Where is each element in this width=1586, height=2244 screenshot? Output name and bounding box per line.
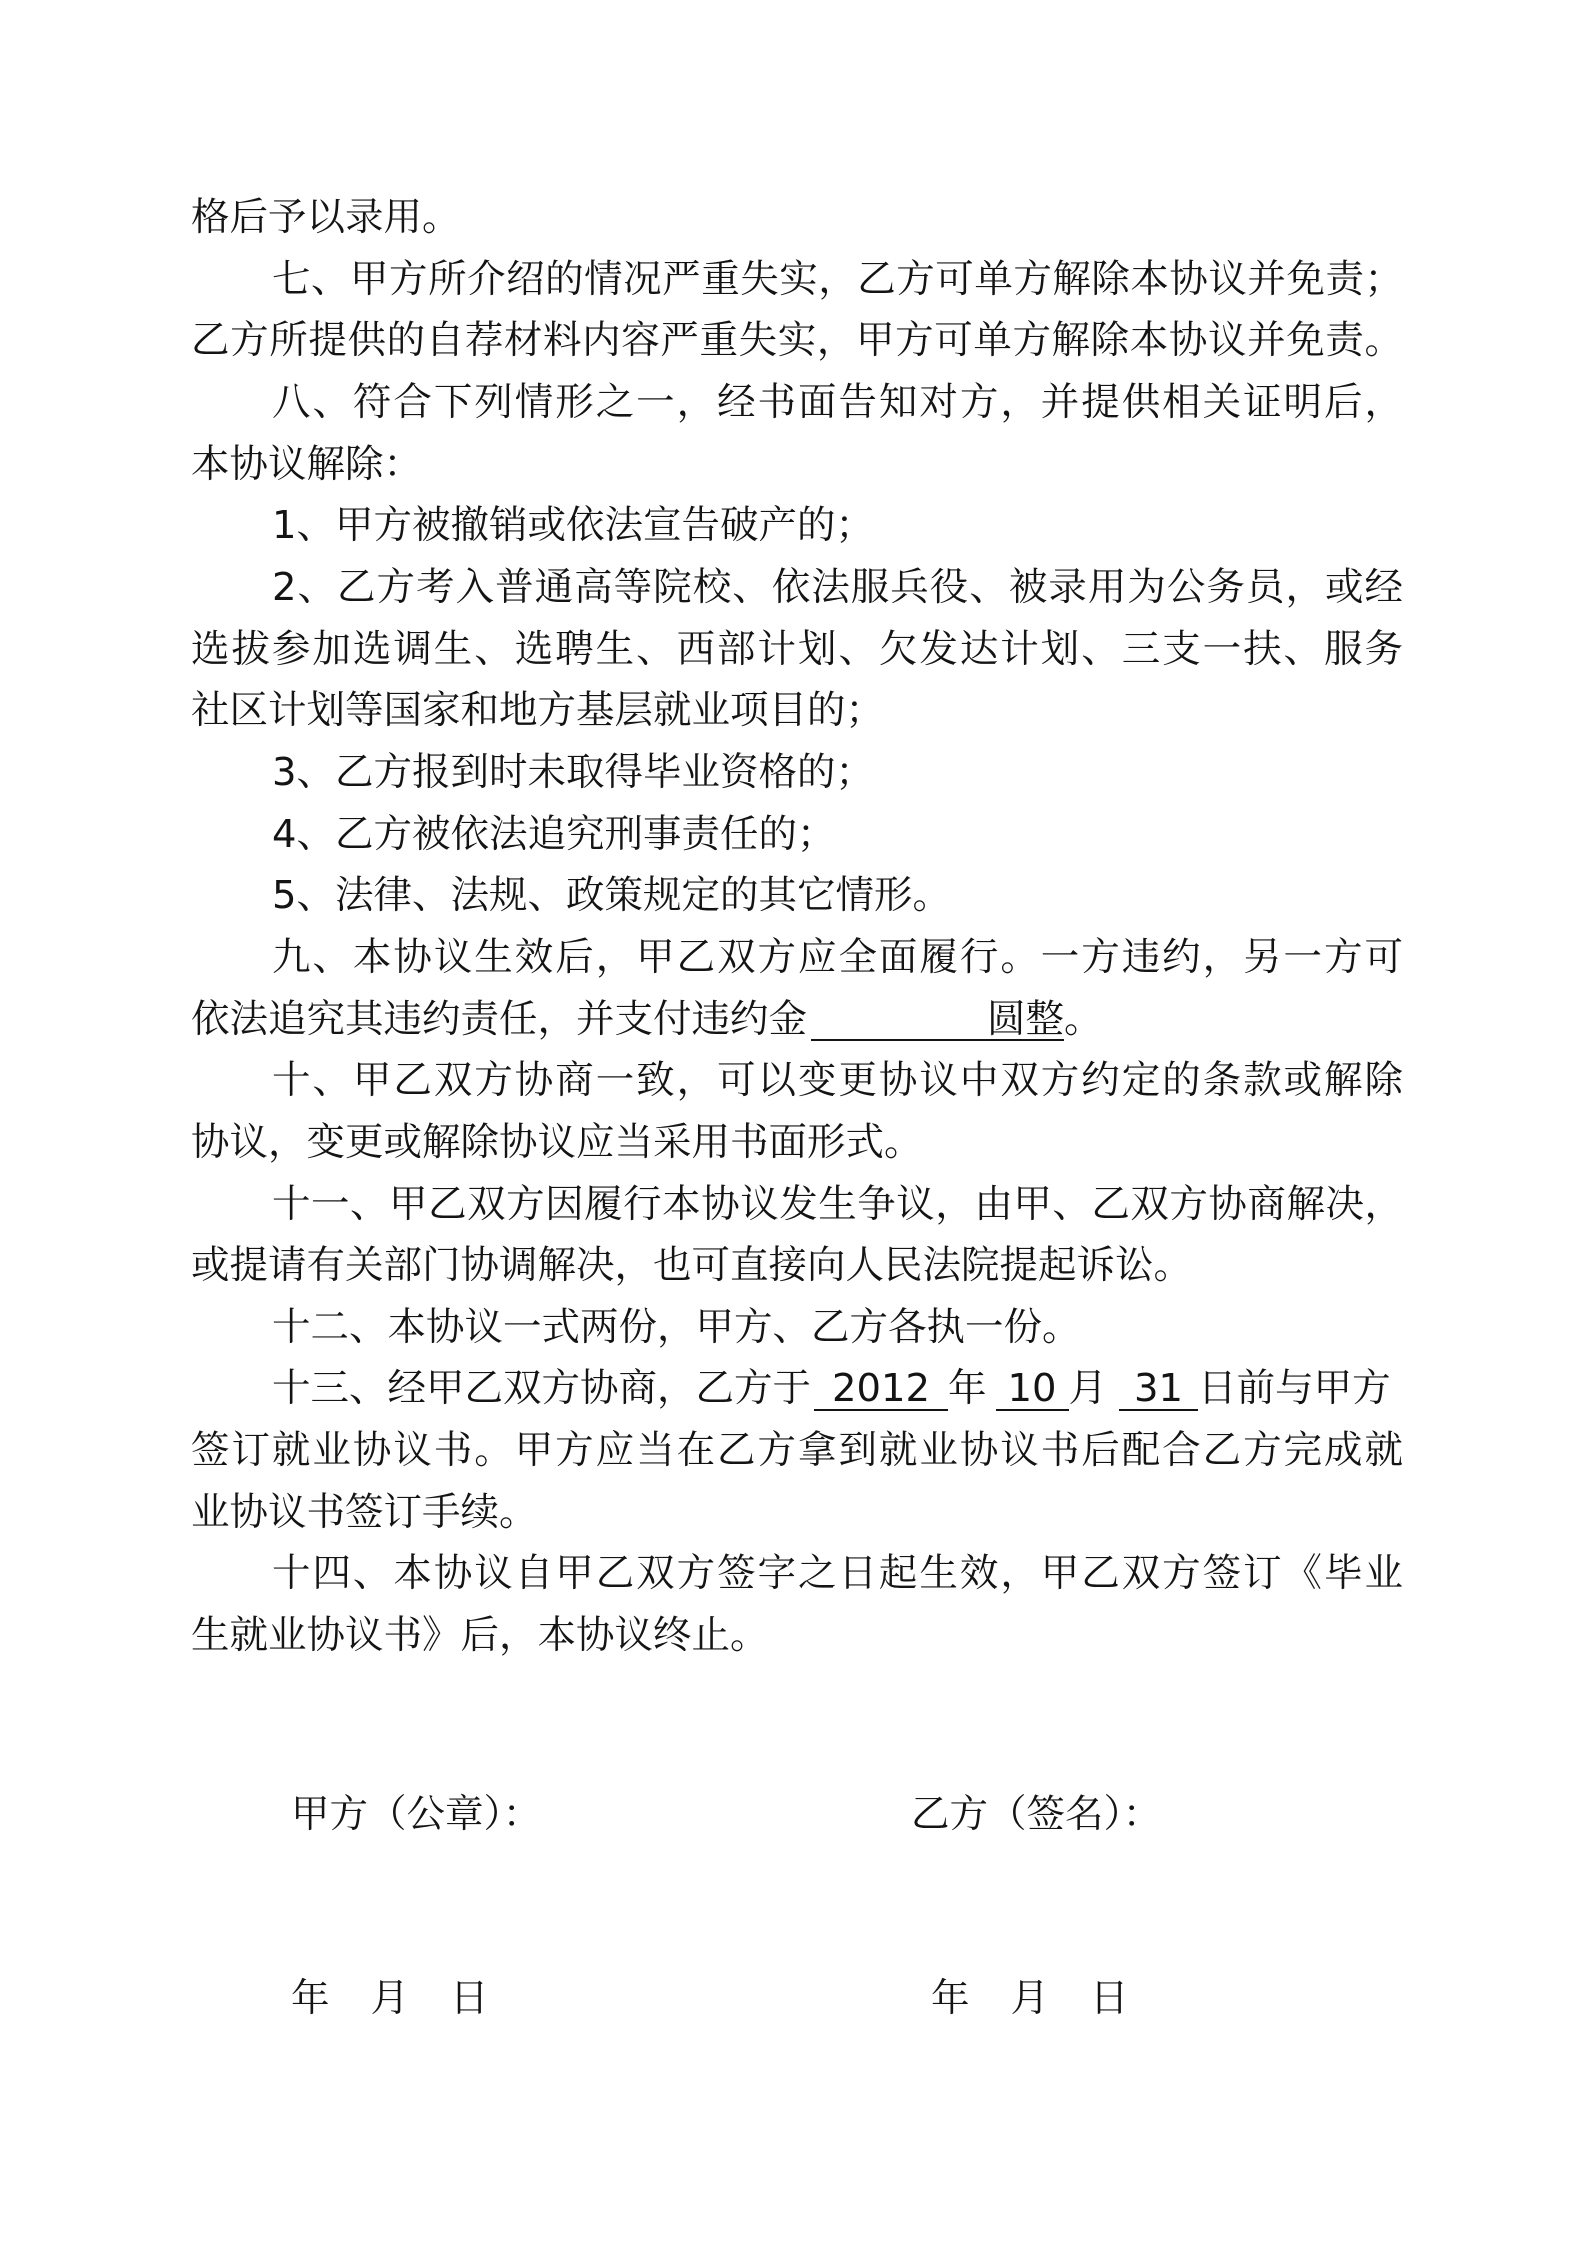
deadline-year-field: 2012: [814, 1370, 948, 1411]
clause-10-line-2: 协议，变更或解除协议应当采用书面形式。: [191, 1119, 923, 1165]
party-b-date: [931, 1968, 1129, 2030]
party-a-date: [291, 1968, 489, 2030]
clause-12-line-1: 十二、本协议一式两份，甲方、乙方各执一份。: [272, 1304, 1081, 1350]
party-b-year-label: 年: [931, 1976, 970, 2021]
agreement-body: [191, 187, 1403, 1667]
clause-8-item-3: 3、乙方报到时未取得毕业资格的；: [272, 749, 874, 795]
party-a-day-label: 日: [450, 1976, 489, 2021]
clause-11-line-2: 或提请有关部门协调解决，也可直接向人民法院提起诉讼。: [191, 1243, 1193, 1289]
clause-8-item-1: 1、甲方被撤销或依法宣告破产的；: [272, 503, 874, 549]
party-b-day-label: 日: [1090, 1976, 1129, 2021]
clause-13-text: 十三、经甲乙双方协商，乙方于: [272, 1366, 812, 1412]
penalty-amount-field: [811, 996, 1065, 1042]
clause-8-item-2-line-3: 社区计划等国家和地方基层就业项目的；: [191, 688, 885, 734]
clause-11-line-1: 十一、甲乙双方因履行本协议发生争议，由甲、乙双方协商解决，: [272, 1181, 1403, 1227]
clause-13-line-1: [191, 1358, 1403, 1420]
penalty-clause-text: 依法追究其违约责任，并支付违约金: [191, 996, 808, 1042]
deadline-year-label: 年: [948, 1366, 987, 1412]
clause-14-line-1: 十四、本协议自甲乙双方签字之日起生效，甲乙双方签订《毕业: [272, 1551, 1403, 1597]
party-b-month-label: 月: [1010, 1976, 1050, 2021]
party-a-year-label: 年: [291, 1976, 330, 2021]
party-a-seal-label: 甲方（公章）：: [291, 1792, 542, 1837]
party-a-month-label: 月: [370, 1976, 410, 2021]
clause-9-line-1: 九、本协议生效后，甲乙双方应全面履行。一方违约，另一方可: [272, 934, 1403, 980]
clause-8-item-2-line-2: 选拔参加选调生、选聘生、西部计划、欠发达计划、三支一扶、服务: [191, 626, 1403, 672]
clause-7-line-2: 乙方所提供的自荐材料内容严重失实，甲方可单方解除本协议并免责。: [191, 318, 1403, 364]
deadline-day-label: 日: [1198, 1366, 1237, 1412]
continuation-line: 格后予以录用。: [191, 195, 461, 240]
clause-13-line-1-end: 前与甲方: [1236, 1366, 1391, 1412]
clause-7-line-1: 七、甲方所介绍的情况严重失实，乙方可单方解除本协议并免责；: [272, 256, 1403, 302]
penalty-unit: 圆整: [987, 996, 1065, 1042]
clause-10-line-1: 十、甲乙双方协商一致，可以变更协议中双方约定的条款或解除: [272, 1058, 1403, 1104]
clause-8-item-2-line-1: 2、乙方考入普通高等院校、依法服兵役、被录用为公务员，或经: [272, 564, 1403, 610]
clause-14-line-2: 生就业协议书》后，本协议终止。: [191, 1613, 769, 1659]
clause-9-line-2: [191, 989, 1403, 1051]
deadline-day-field: 31: [1119, 1370, 1198, 1411]
clause-13-line-3: 业协议书签订手续。: [191, 1489, 538, 1535]
deadline-month-field: 10: [996, 1370, 1069, 1411]
clause-13-line-2: 签订就业协议书。甲方应当在乙方拿到就业协议书后配合乙方完成就: [191, 1428, 1403, 1474]
clause-8-line-2: 本协议解除：: [191, 441, 423, 487]
clause-8-item-5: 5、法律、法规、政策规定的其它情形。: [272, 873, 951, 919]
clause-8-line-1: 八、符合下列情形之一，经书面告知对方，并提供相关证明后，: [272, 379, 1403, 425]
party-b-signature-label: 乙方（签名）：: [911, 1792, 1162, 1837]
penalty-line-end: 。: [1064, 996, 1103, 1042]
deadline-month-label: 月: [1068, 1366, 1108, 1412]
clause-8-item-4: 4、乙方被依法追究刑事责任的；: [272, 811, 836, 857]
